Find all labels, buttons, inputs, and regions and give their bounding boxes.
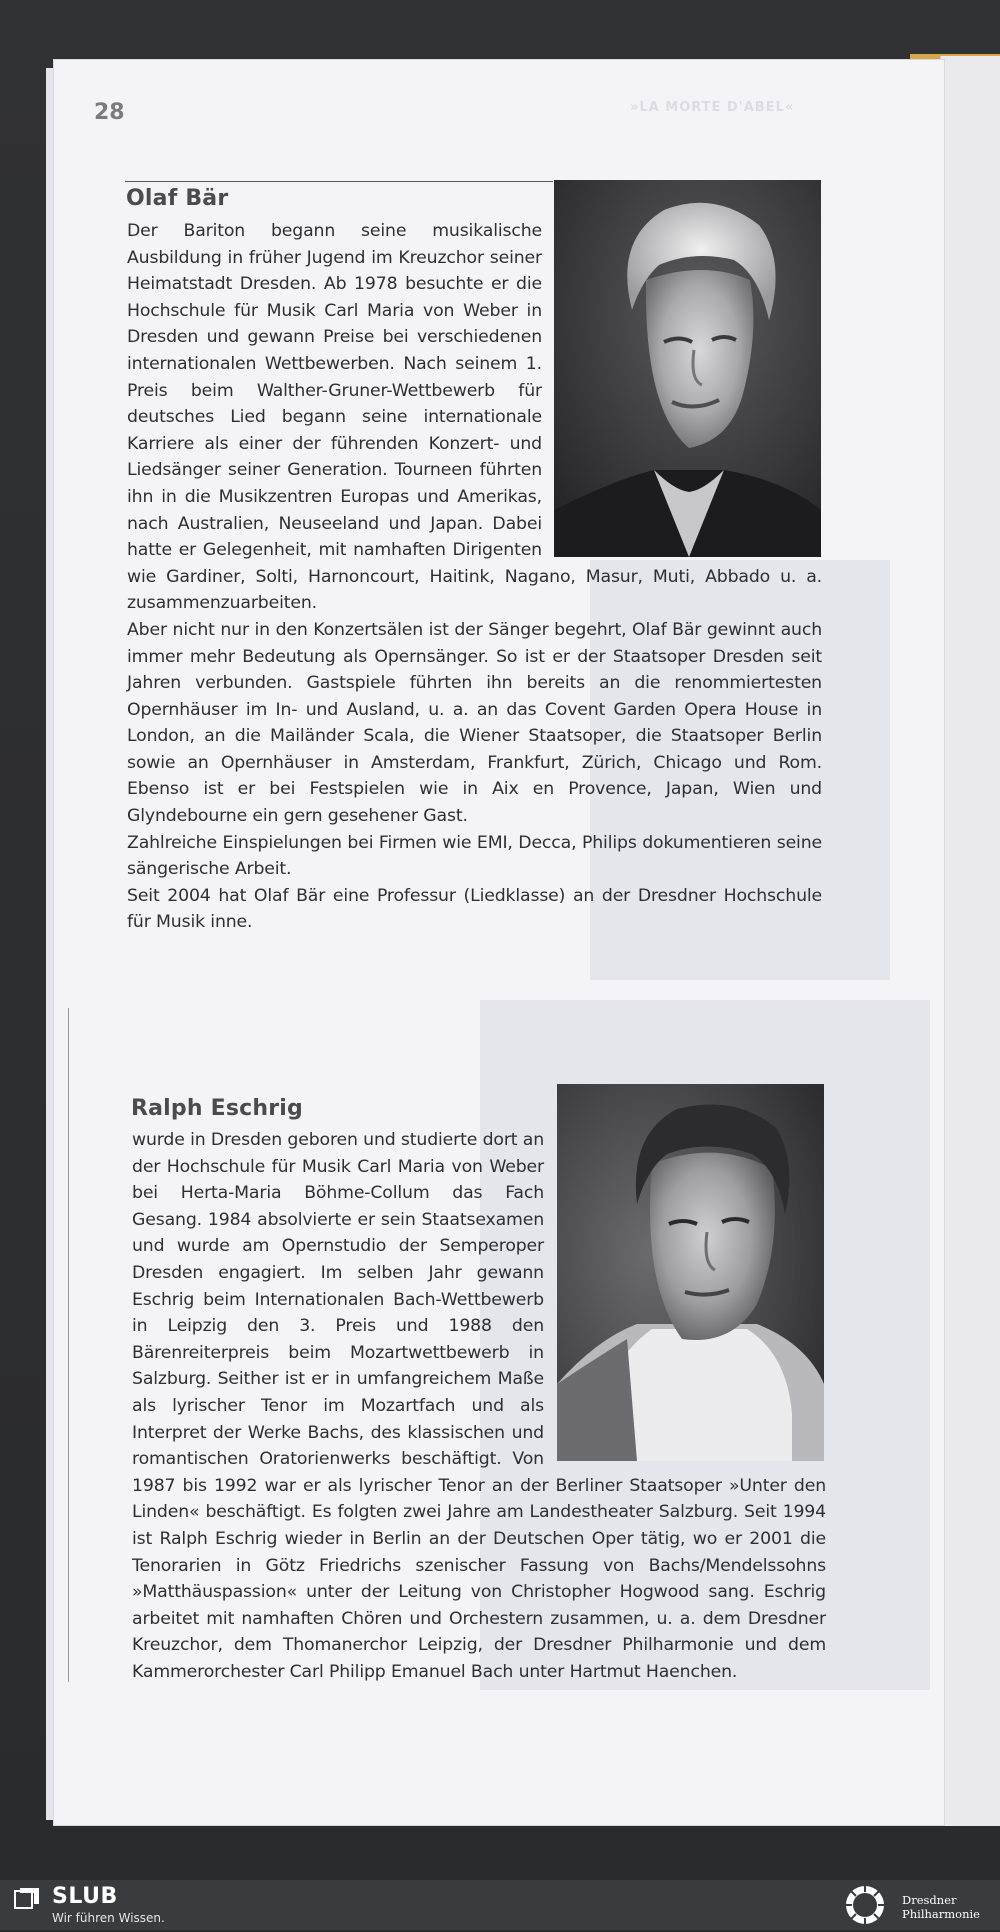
running-head: »LA MORTE D'ABEL« bbox=[630, 100, 795, 115]
bio-paragraph: Seit 2004 hat Olaf Bär eine Professur (Liedklasse) an der Dresdner Hochschule für Musik inne. bbox=[127, 885, 822, 933]
bio-name-ralph-eschrig: Ralph Eschrig bbox=[131, 1096, 303, 1121]
bio-text-olaf-baer bbox=[127, 218, 822, 936]
bio-paragraph: Zahlreiche Einspielungen bei Firmen wie EMI, Decca, Philips dokumentieren seine sängerische Arbeit. bbox=[127, 832, 822, 880]
photo-wrap-spacer bbox=[542, 218, 822, 558]
bio-paragraph: Aber nicht nur in den Konzertsälen ist der Sänger begehrt, Olaf Bär gewinnt auch immer mehr Bedeutung als Opernsänger. So ist er der Staatsoper Dresden seit Jahren verbunden. Gastspiele führten ihn bereits an die renommiertesten Opernhäuser im In- und Ausland, u. a. an das Covent Garden Opera House in London, an die Mailänder Scala, die Wiener Staatsoper, die Staatsoper Berlin sowie an Opernhäuser in Amsterdam, Frankfurt, Zürich, Chicago und Rom. Ebenso ist er bei Festspielen wie in Aix en Provence, Japan, Wien und Glyndebourne ein gern gesehener Gast. bbox=[127, 619, 822, 827]
header-rule bbox=[125, 181, 553, 182]
section-rule bbox=[68, 1008, 69, 1682]
dresdner-philharmonie-logo-icon bbox=[840, 1882, 890, 1928]
bio-name-olaf-baer: Olaf Bär bbox=[126, 186, 229, 211]
dresdner-philharmonie-wordmark bbox=[902, 1893, 980, 1921]
partner-line-1: Dresdner bbox=[902, 1893, 957, 1907]
slub-wordmark: SLUB bbox=[52, 1884, 118, 1909]
next-page bbox=[940, 56, 1000, 1826]
slub-logo-icon bbox=[14, 1887, 40, 1909]
bio-paragraph: wurde in Dresden geboren und studierte dort an der Hochschule für Musik Carl Maria von Weber bei Herta-Maria Böhme-Collum das Fach Gesang. 1984 absolvierte er sein Staatsexamen und wurde am Opernstudio der Semperoper Dresden engagiert. Im selben Jahr gewann Eschrig beim Internationalen Bach-Wettbewerb in Leipzig den 3. Preis und 1988 den Bärenreiterpreis beim Mozartwettbewerb in Salzburg. Seither ist er in umfangreichem Maße als lyrischer Tenor im Mozartfach und als Interpret der Werke Bachs, des klassischen und romantischen Oratorienwerks beschäftigt. Von 1987 bis 1992 war er als lyrischer Tenor an der Berliner Staatsoper »Unter den Linden« beschäftigt. Es folgten zwei Jahre am Landestheater Salzburg. Seit 1994 ist Ralph Eschrig wieder in Berlin an der Deutschen Oper tätig, wo er 2001 die Tenorarien in Götz Friedrichs szenischer Fassung von Bachs/Mendelssohns »Matthäuspassion« unter der Leitung von Christopher Hogwood sang. Eschrig arbeitet mit namhaften Chören und Orchestern zusammen, u. a. dem Dresdner Kreuzchor, dem Thomanerchor Leipzig, der Dresdner Philharmonie und dem Kammerorchester Carl Philipp Emanuel Bach unter Hartmut Haenchen. bbox=[132, 1130, 826, 1682]
partner-line-2: Philharmonie bbox=[902, 1907, 980, 1921]
slub-tagline: Wir führen Wissen. bbox=[52, 1911, 165, 1925]
photo-wrap-spacer bbox=[544, 1127, 826, 1457]
bio-text-ralph-eschrig bbox=[132, 1127, 826, 1685]
page-number: 28 bbox=[94, 100, 125, 125]
bio-paragraph: Der Bariton begann seine musikalische Ausbildung in früher Jugend im Kreuzchor seiner Heimatstadt Dresden. Ab 1978 besuchte er die Hochschule für Musik Carl Maria von Weber in Dresden und gewann Preise bei verschiedenen internationalen Wettbewerben. Nach seinem 1. Preis beim Walther-Gruner-Wettbewerb für deutsches Lied begann seine internationale Karriere als einer der führenden Konzert- und Liedsänger seiner Generation. Tourneen führten ihn in die Musikzentren Europas und Amerikas, nach Australien, Neuseeland und Japan. Dabei hatte er Gelegenheit, mit namhaften Dirigenten wie Gardiner, Solti, Harnoncourt, Haitink, Nagano, Masur, Muti, Abbado u. a. zusammenzuarbeiten. bbox=[127, 221, 822, 614]
